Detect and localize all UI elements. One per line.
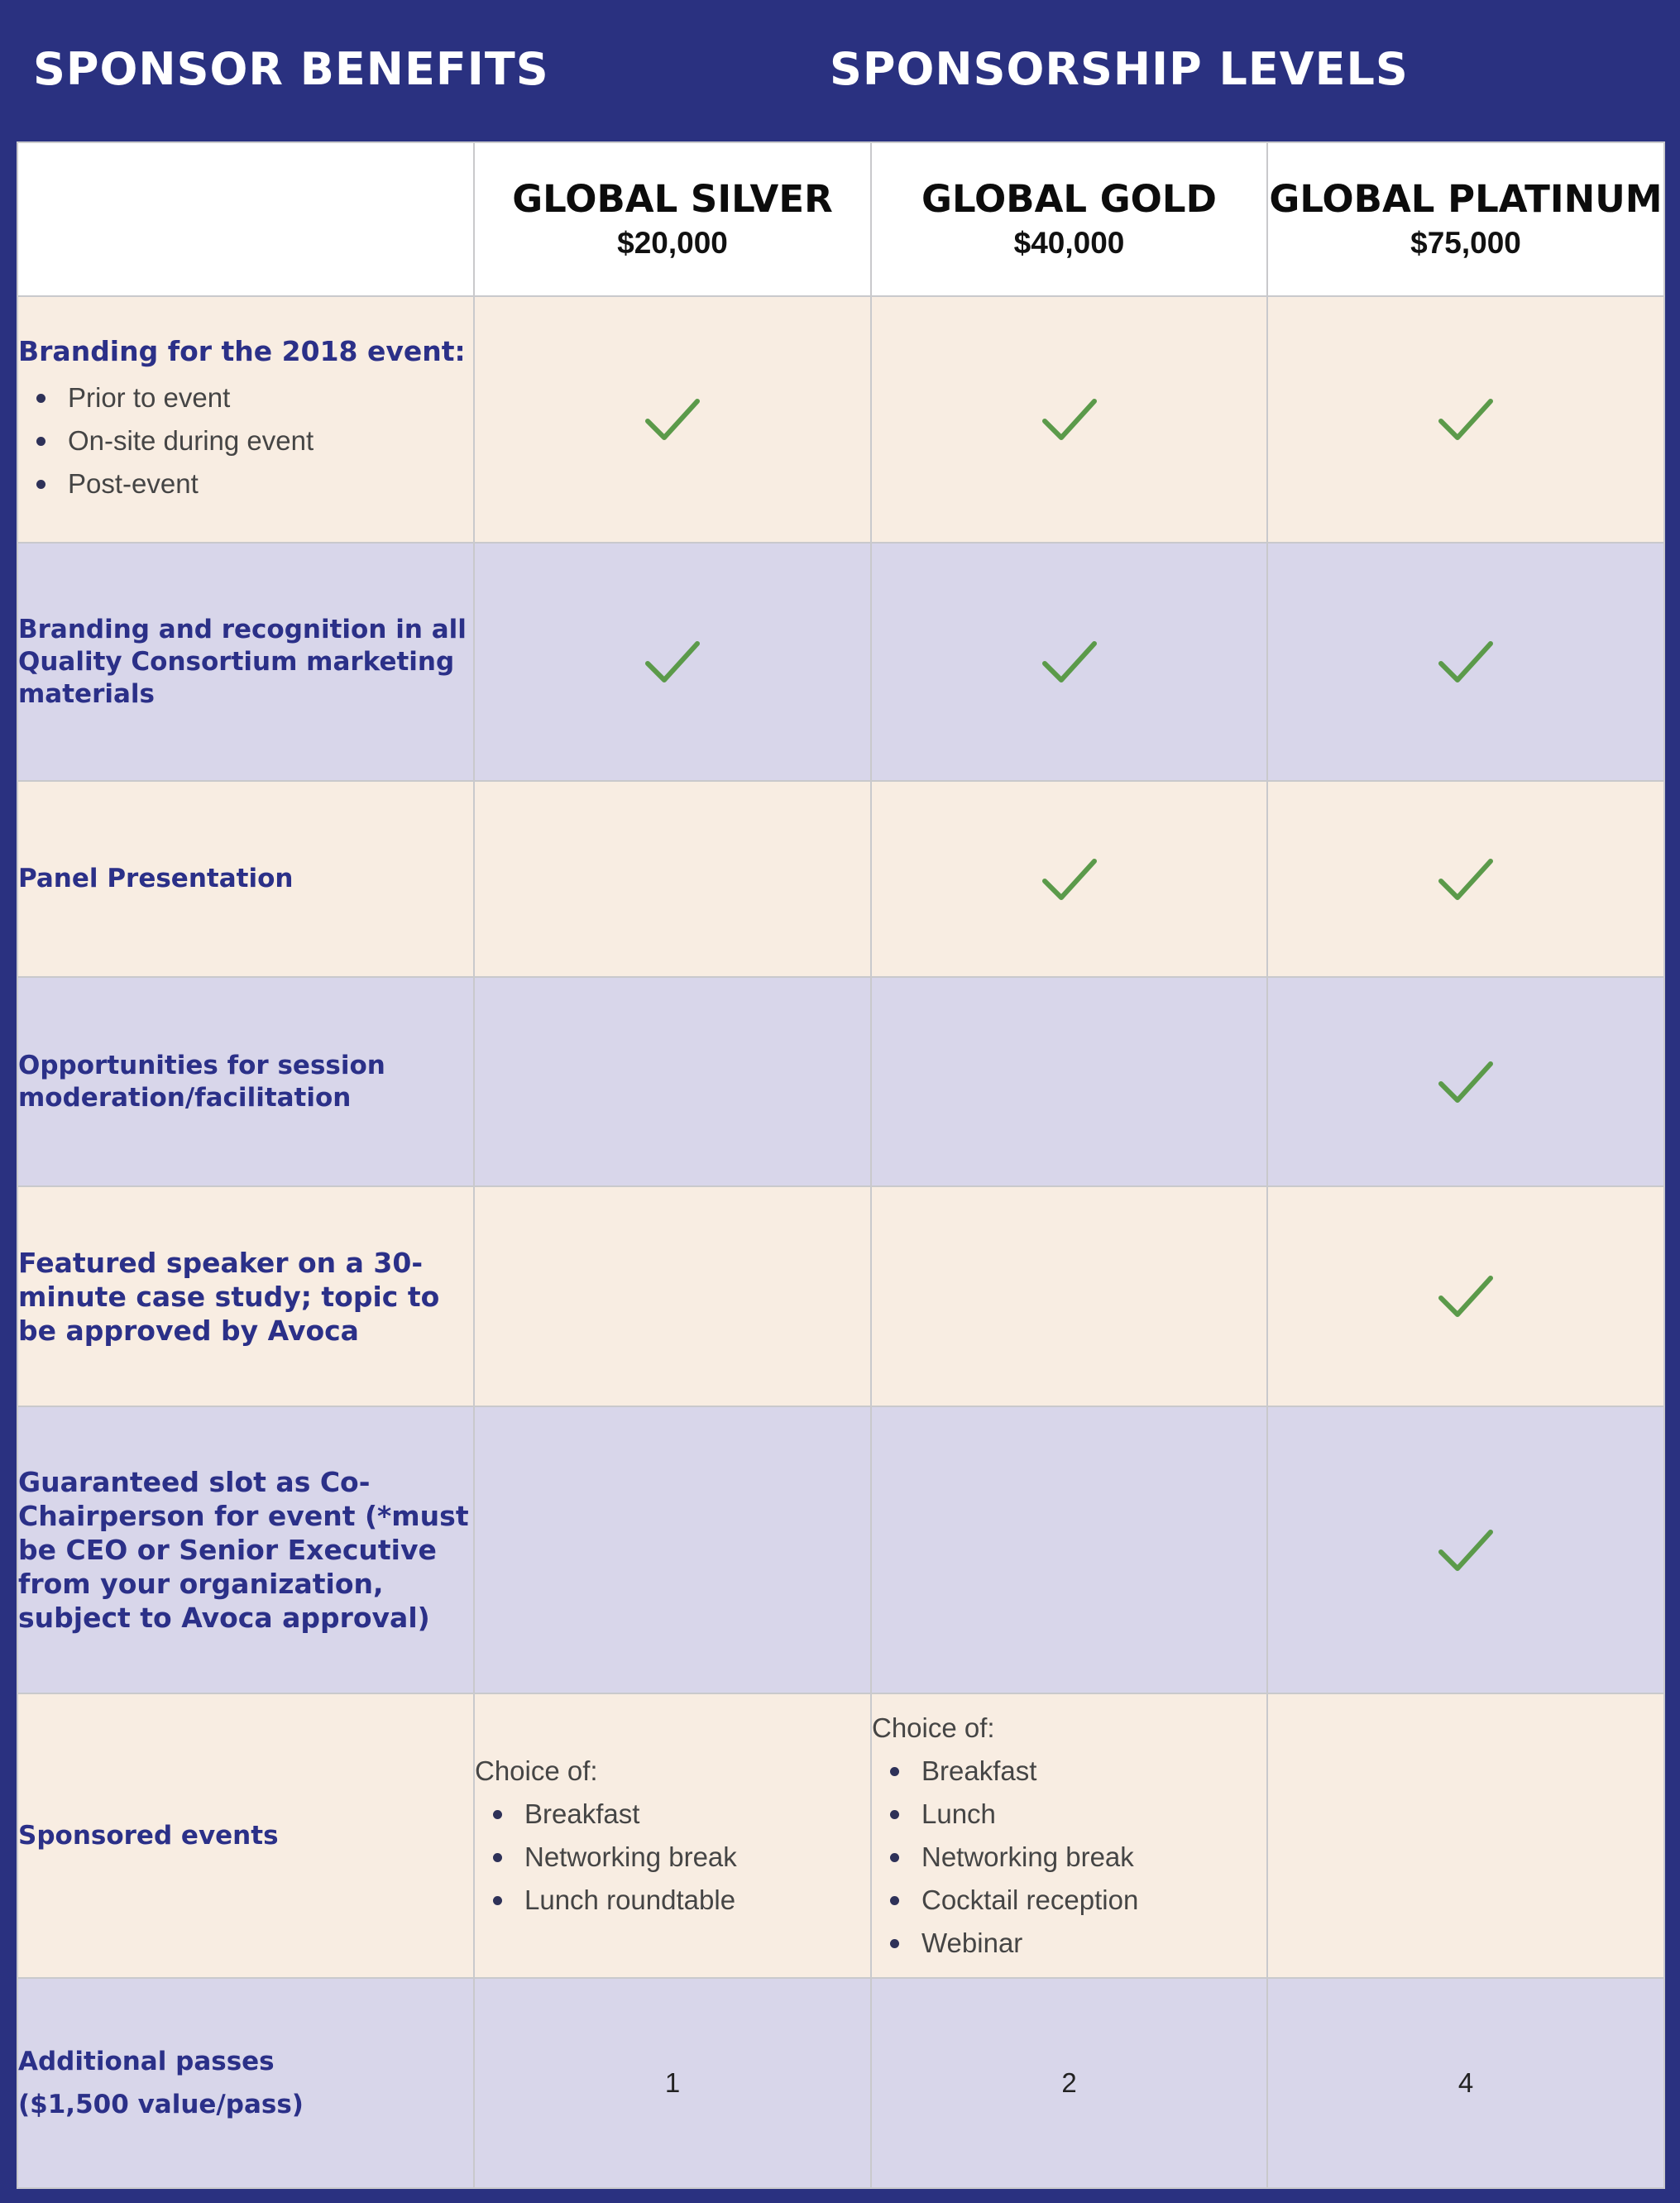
benefit-title: Panel Presentation [18,864,294,893]
checkmark-icon [1041,856,1098,903]
mark-cell [1267,296,1664,543]
benefit-title: Featured speaker on a 30-minute case study; topic to be approved by Avoca [18,1246,440,1347]
header-blank-cell [17,142,474,296]
benefit-title: Branding and recognition in all Quality Consortium marketing materials [18,614,467,709]
row-moderation [17,977,1664,1186]
checkmark-icon [1438,396,1494,443]
list-item: Lunch [872,1793,1266,1836]
benefit-cell [17,1978,474,2188]
levels-header-row [17,142,1664,296]
list-item: Lunch roundtable [475,1879,870,1922]
row-sponsored-events [17,1693,1664,1978]
sponsor-benefits-heading: SPONSOR BENEFITS [33,43,549,95]
benefit-title: Guaranteed slot as Co-Chairperson for event (*must be CEO or Senior Executive from your organization, subject to Avoca approval) [18,1466,469,1634]
list-item: Networking break [872,1836,1266,1879]
mark-cell [871,296,1267,543]
mark-cell [474,296,871,543]
list-item: Breakfast [872,1750,1266,1793]
level-silver [474,142,871,296]
list-item: Breakfast [475,1793,870,1836]
mark-cell [871,1406,1267,1693]
benefit-cell [17,1186,474,1406]
level-name: GLOBAL PLATINUM [1269,177,1663,221]
mark-cell [871,543,1267,781]
benefit-cell [17,1406,474,1693]
row-branding-materials [17,543,1664,781]
list-item: On-site during event [18,419,473,462]
mark-cell [871,781,1267,977]
platinum-events-cell [1267,1693,1664,1978]
passes-gold: 2 [871,1978,1267,2188]
level-price: $75,000 [1410,226,1521,260]
benefit-bullets [18,376,473,505]
benefit-cell [17,543,474,781]
benefit-title: Branding for the 2018 event: [18,334,466,367]
level-price: $20,000 [617,226,728,260]
level-name: GLOBAL GOLD [921,177,1217,221]
level-platinum [1267,142,1664,296]
list-item: Prior to event [18,376,473,419]
list-item: Post-event [18,462,473,505]
mark-cell [871,1186,1267,1406]
checkmark-icon [1438,1059,1494,1105]
mark-cell [1267,1186,1664,1406]
passes-platinum: 4 [1267,1978,1664,2188]
mark-cell [1267,977,1664,1186]
silver-event-list [475,1793,870,1922]
checkmark-icon [1041,396,1098,443]
benefit-title: Additional passes [18,2047,275,2076]
list-item: Webinar [872,1922,1266,1965]
row-branding-event [17,296,1664,543]
benefit-subtitle: ($1,500 value/pass) [18,2090,304,2119]
mark-cell [474,543,871,781]
benefit-cell [17,977,474,1186]
list-item: Cocktail reception [872,1879,1266,1922]
row-additional-passes [17,1978,1664,2188]
benefit-cell [17,1693,474,1978]
benefit-cell [17,296,474,543]
mark-cell [1267,543,1664,781]
checkmark-icon [1438,1527,1494,1573]
choice-label: Choice of: [475,1755,598,1786]
row-cochair [17,1406,1664,1693]
level-gold [871,142,1267,296]
gold-events-cell [871,1693,1267,1978]
list-item: Networking break [475,1836,870,1879]
sponsorship-table [17,141,1665,2189]
mark-cell [474,781,871,977]
choice-label: Choice of: [872,1712,995,1743]
checkmark-icon [644,396,701,443]
checkmark-icon [644,639,701,685]
mark-cell [871,977,1267,1186]
passes-silver: 1 [474,1978,871,2188]
benefit-title: Sponsored events [18,1820,279,1851]
row-speaker [17,1186,1664,1406]
gold-event-list [872,1750,1266,1965]
benefit-title: Opportunities for session moderation/facilitation [18,1050,385,1113]
checkmark-icon [1438,856,1494,903]
sponsorship-levels-heading: SPONSORSHIP LEVELS [830,43,1409,95]
level-price: $40,000 [1013,226,1125,260]
mark-cell [474,1406,871,1693]
silver-events-cell [474,1693,871,1978]
mark-cell [474,977,871,1186]
checkmark-icon [1041,639,1098,685]
level-name: GLOBAL SILVER [512,177,833,221]
benefit-cell [17,781,474,977]
checkmark-icon [1438,639,1494,685]
mark-cell [1267,1406,1664,1693]
mark-cell [474,1186,871,1406]
checkmark-icon [1438,1273,1494,1319]
row-panel [17,781,1664,977]
mark-cell [1267,781,1664,977]
